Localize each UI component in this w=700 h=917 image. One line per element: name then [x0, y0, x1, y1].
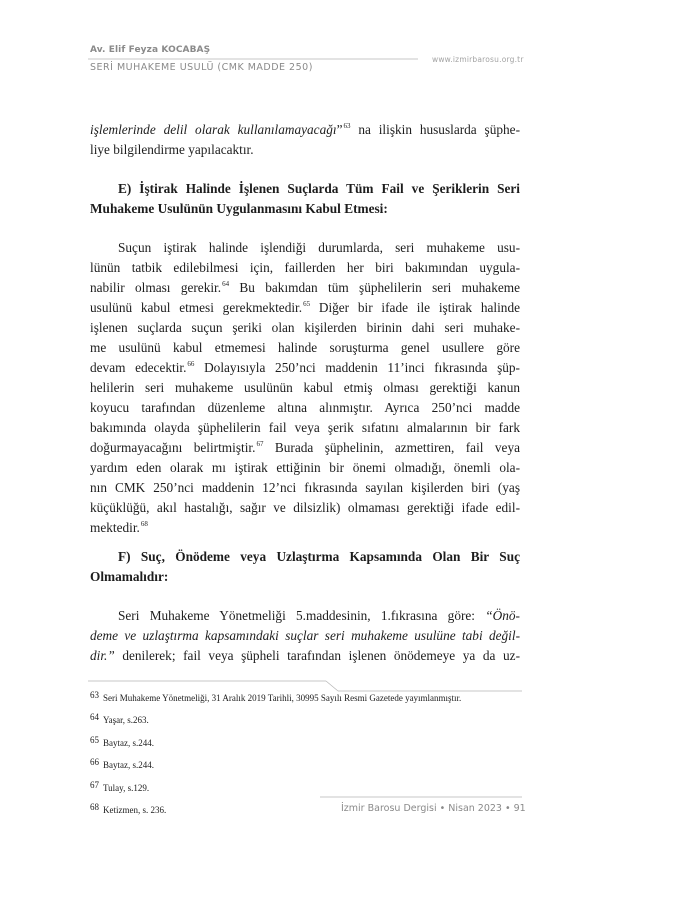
page-footer: İzmir Barosu Dergisi • Nisan 2023 • 91	[341, 803, 526, 814]
text-line: işlemlerinde delil olarak kullanılamayacağı”$^{63}$ na ilişkin hususlarda şüphe-	[90, 122, 520, 137]
footnote-ref[interactable]: 65	[303, 300, 311, 308]
footnote: 64 Yaşar, s.263.	[90, 712, 149, 726]
footnote: 68 Ketizmen, s. 236.	[90, 802, 167, 816]
body-p3: Seri Muhakeme Yönetmeliği 5.maddesinin, 1.fıkrasına göre: “Önö- deme ve uzlaştırma kapsamındaki suçlar seri muhakeme usulüne tabi değil- dir.” denilerek; fail veya şüpheli tarafından işlenen önödemeye ya da uz-	[90, 608, 520, 663]
footnote-ref[interactable]: 64	[222, 280, 230, 288]
footnote-ref[interactable]: 63	[343, 122, 351, 130]
footnote: 66 Baytaz, s.244.	[90, 757, 154, 771]
text-line: liye bilgilendirme yapılacaktır.	[90, 142, 254, 157]
journal-url[interactable]: www.izmirbarosu.org.tr	[432, 55, 524, 64]
section-e-heading: E) İştirak Halinde İşlenen Suçlarda Tüm Fail ve Şeriklerin Seri Muhakeme Usulünün Uygulanmasını Kabul Etmesi:	[90, 181, 520, 216]
footnote: 67 Tulay, s.129.	[90, 779, 150, 793]
footnote: 63 Seri Muhakeme Yönetmeliği, 31 Aralık 2019 Tarihli, 30995 Sayılı Resmi Gazetede yayımlanmıştır.	[90, 690, 462, 703]
author-name: Av. Elif Feyza KOCABAŞ	[90, 45, 211, 55]
running-title: SERİ MUHAKEME USULÜ (CMK MADDE 250)	[90, 62, 313, 73]
footnote-ref[interactable]: 67	[256, 440, 264, 448]
body-p2: Suçun iştirak halinde işlendiği durumlarda, seri muhakeme usu- lünün tatbik edilebilmesi için, faillerden her biri bakımından uygula- nabilir olması gerekir.$^{64}$ Bu bakımdan tüm şüphelilerin seri muhakeme usulünü kabul etmesi gerekmektedir.$^{65}$ Diğer bir ifade ile iştirak halinde işlenen suçlarda suçun şeriki olan kişilerden birinin dahi seri muhake- me usulünü kabul etmemesi halinde soruşturma genel usullere göre devam edecektir.$^{66}$ Dolayısıyla 250’nci maddenin 11’inci fıkrasında şüp- helilerin seri muhakeme usulünün kabul etmiş olması gerektiği kanun koyucu tarafından düzenleme altına alınmıştır. Ayrıca 250’nci madde bakımında olayda şüphelilerin fail veya şerik sıfatını almalarının bir fark doğurmayacağını belirtmiştir.$^{67}$ Burada şüphelinin, azmettiren, fail veya yardım eden olarak mı iştirak ettiğinin bir önemi olmadığı, önemli ola- nın CMK 250’nci maddenin 12’nci fıkrasında sayılan kişilerden biri (yaş küçüklüğü, akıl hastalığı, sağır ve dilsizlik) olmaması gerektiği ifade edil- mektedir.$^{68}$	[90, 240, 521, 535]
section-f-heading: F) Suç, Önödeme veya Uzlaştırma Kapsamında Olan Bir Suç Olmamalıdır:	[90, 549, 520, 584]
footnote-ref[interactable]: 68	[140, 520, 148, 528]
footnote-ref[interactable]: 66	[187, 360, 195, 368]
body-p1	[90, 120, 520, 160]
footnote: 65 Baytaz, s.244.	[90, 734, 154, 748]
footer-rule	[320, 796, 530, 802]
